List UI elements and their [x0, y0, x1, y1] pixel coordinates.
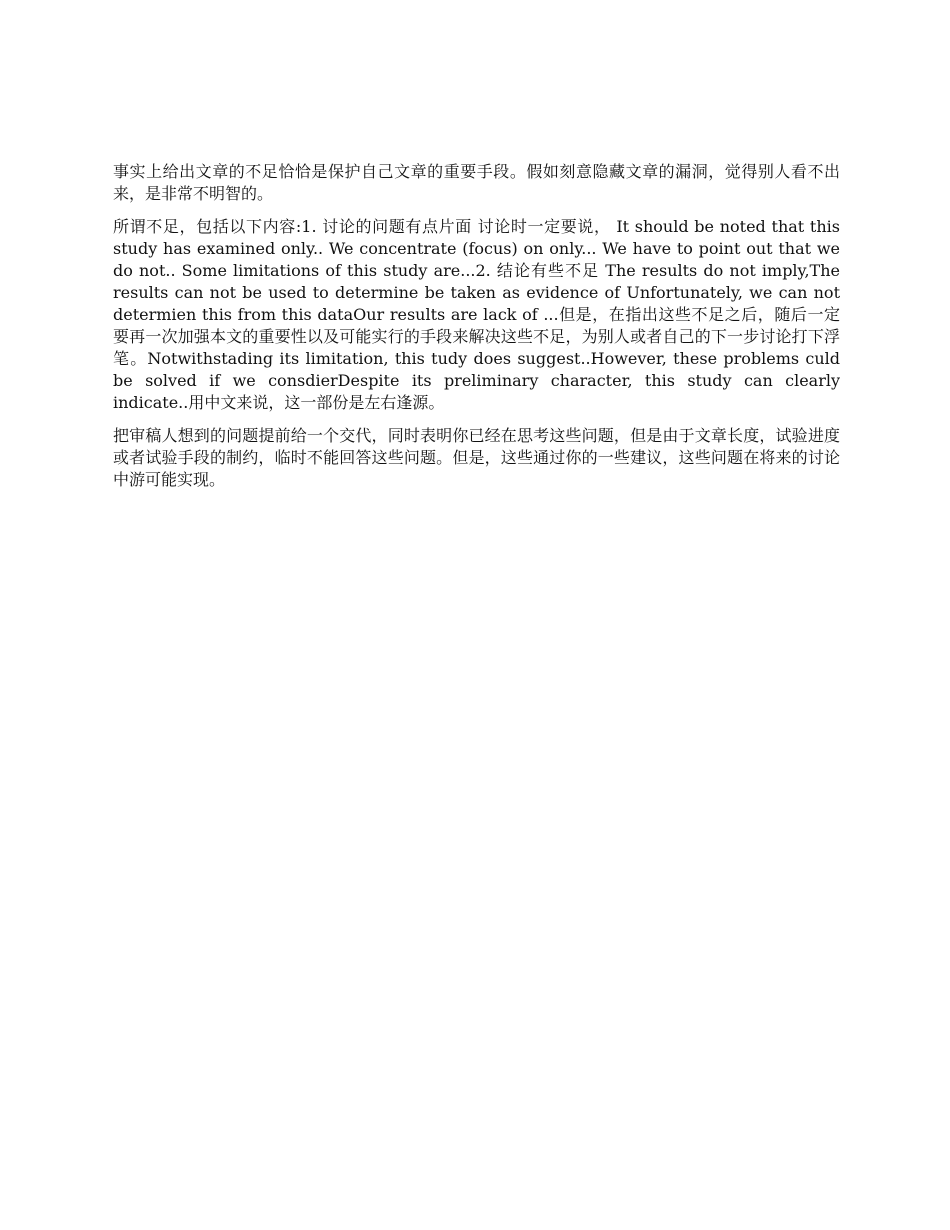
paragraph-1: 事实上给出文章的不足恰恰是保护自己文章的重要手段。假如刻意隐藏文章的漏洞，觉得别人看不出来，是非常不明智的。	[113, 162, 840, 203]
document-body	[113, 161, 840, 502]
paragraph-3: 把审稿人想到的问题提前给一个交代，同时表明你已经在思考这些问题，但是由于文章长度，试验进度或者试验手段的制约，临时不能回答这些问题。但是，这些通过你的一些建议，这些问题在将来的讨论中游可能实现。	[113, 426, 840, 489]
paragraph-2: 所谓不足，包括以下内容:1. 讨论的问题有点片面 讨论时一定要说， It should be noted that this study has examined only.. We concentrate (focus) on only... We have to point out that we do not.. Some limitations of this study are...2. 结论有些不足 The results do not imply,The results can not be used to determine be taken as evidence of Unfortunately, we can not determien this from this dataOur results are lack of ...但是，在指出这些不足之后，随后一定要再一次加强本文的重要性以及可能实行的手段来解决这些不足，为别人或者自己的下一步讨论打下浮笔。Notwithstading its limitation, this tudy does suggest..However, these problems culd be solved if we consdierDespite its preliminary character, this study can clearly indicate..用中文来说，这一部份是左右逢源。	[113, 217, 840, 412]
